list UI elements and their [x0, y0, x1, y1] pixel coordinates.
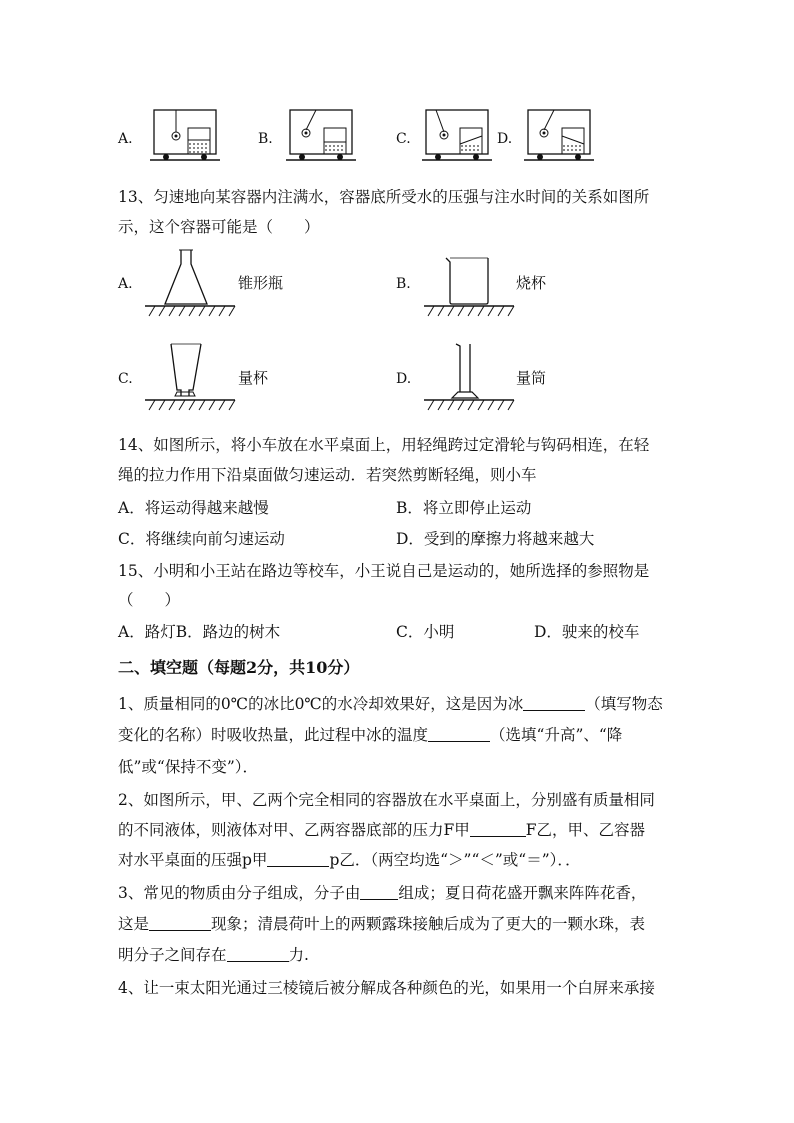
q12-option-b-label: B.: [258, 131, 273, 147]
q13-measuring-cup-diagram: [145, 340, 240, 412]
q14-stem-line-2: 绳的拉力作用下沿桌面做匀速运动．若突然剪断轻绳，则小车: [118, 466, 537, 484]
q12-option-d-label: D.: [497, 131, 513, 147]
q13-option-b-name: 烧杯: [516, 274, 547, 292]
q12-option-c-label: C.: [396, 131, 411, 147]
q13-option-a-name: 锥形瓶: [238, 274, 284, 292]
q12-option-a-diagram: [150, 108, 220, 166]
fill-blank[interactable]: [470, 820, 526, 837]
q14-option-c: C．将继续向前匀速运动: [118, 530, 285, 548]
q15-option-d: D．驶来的校车: [534, 623, 640, 641]
fill-blank[interactable]: [428, 725, 490, 742]
q12-option-a-label: A.: [118, 131, 133, 147]
fill-q2-line-1: 2、如图所示，甲、乙两个完全相同的容器放在水平桌面上，分别盛有质量相同: [118, 791, 655, 809]
fill-q2-line-3: 对水平桌面的压强p甲 p乙．（两空均选“＞”“＜”或“＝”）．．: [118, 851, 581, 869]
q14-option-d: D．受到的摩擦力将越来越大: [396, 530, 595, 548]
q13-option-d-label: D.: [396, 371, 412, 387]
q15-stem-line-2: （ ）: [118, 591, 181, 609]
fill-blank[interactable]: [523, 694, 585, 711]
fill-q4-line-1: 4、让一束太阳光通过三棱镜后被分解成各种颜色的光，如果用一个白屏来承接: [118, 979, 655, 997]
fill-blank[interactable]: [360, 883, 398, 900]
q15-option-ab: A．路灯B．路边的树木: [118, 623, 281, 641]
q12-option-d-diagram: [524, 108, 594, 166]
q13-cylinder-diagram: [424, 340, 519, 412]
q13-beaker-diagram: [424, 248, 519, 318]
q14-option-b: B．将立即停止运动: [396, 499, 532, 517]
q13-stem-line-1: 13、匀速地向某容器内注满水，容器底所受水的压强与注水时间的关系如图所: [118, 188, 650, 206]
fill-blank[interactable]: [149, 914, 211, 931]
q13-option-c-name: 量杯: [238, 369, 269, 387]
fill-q1-line-2: 变化的名称）时吸收热量，此过程中冰的温度 （选填“升高”、“降: [118, 726, 623, 744]
q13-option-d-name: 量筒: [516, 369, 547, 387]
section-title: 二、填空题（每题2分，共10分）: [118, 658, 360, 677]
q13-option-a-label: A.: [118, 276, 133, 292]
q15-option-c: C．小明: [396, 623, 455, 641]
q12-option-b-diagram: [286, 108, 356, 166]
q13-stem-line-2: 示，这个容器可能是（ ）: [118, 218, 320, 236]
fill-q2-line-2: 的不同液体，则液体对甲、乙两容器底部的压力F甲 F乙，甲、乙容器: [118, 821, 646, 839]
q13-option-b-label: B.: [396, 276, 411, 292]
q15-stem-line-1: 15、小明和小王站在路边等校车，小王说自己是运动的，她所选择的参照物是: [118, 562, 650, 580]
fill-q3-line-1: 3、常见的物质由分子组成，分子由 组成；夏日荷花盛开飘来阵阵花香，: [118, 884, 647, 902]
fill-blank[interactable]: [227, 945, 289, 962]
q14-option-a: A．将运动得越来越慢: [118, 499, 269, 517]
q13-option-c-label: C.: [118, 371, 133, 387]
fill-q3-line-3: 明分子之间存在 力.: [118, 946, 309, 964]
q14-stem-line-1: 14、如图所示，将小车放在水平桌面上，用轻绳跨过定滑轮与钩码相连，在轻: [118, 436, 650, 454]
q13-flask-diagram: [145, 248, 240, 318]
fill-blank[interactable]: [267, 850, 329, 867]
fill-q1-line-1: 1、质量相同的0℃的冰比0℃的水冷却效果好，这是因为冰 （填写物态: [118, 695, 663, 713]
q12-option-c-diagram: [422, 108, 492, 166]
fill-q3-line-2: 这是 现象；清晨荷叶上的两颗露珠接触后成为了更大的一颗水珠，表: [118, 915, 646, 933]
fill-q1-line-3: 低”或“保持不变”）．: [118, 758, 259, 776]
